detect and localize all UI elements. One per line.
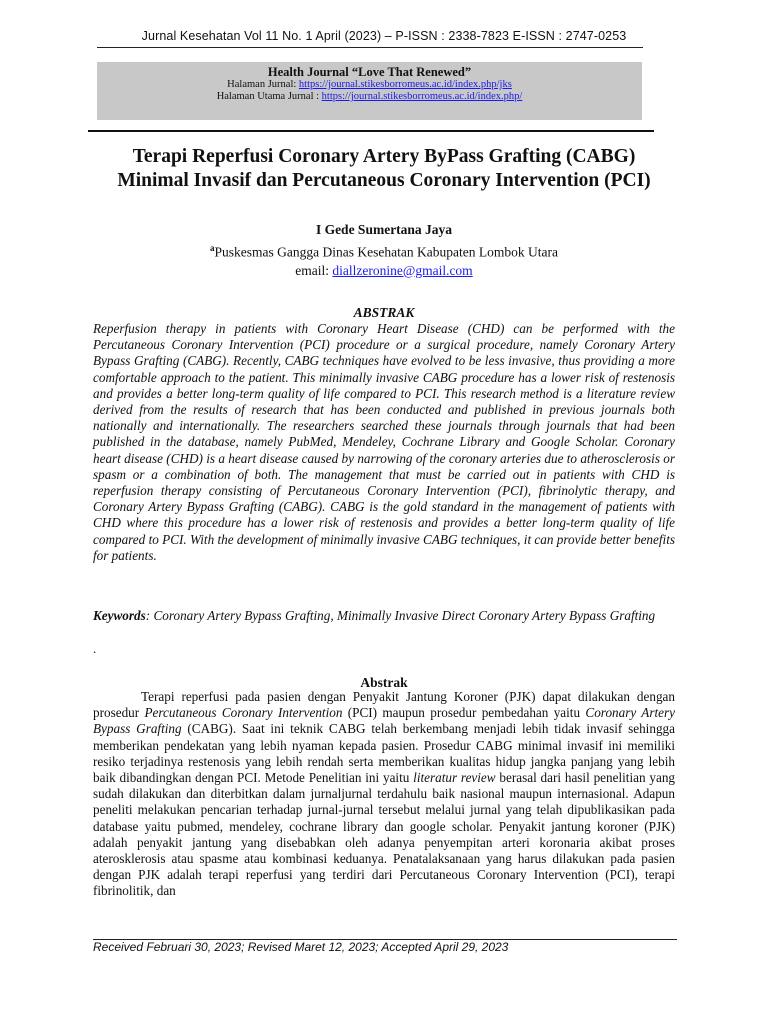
email-link[interactable]: diallzeronine@gmail.com bbox=[332, 262, 473, 278]
affiliation-text: Puskesmas Gangga Dinas Kesehatan Kabupaten Lombok Utara bbox=[214, 244, 558, 260]
affiliation bbox=[0, 239, 768, 262]
abstract-en-text: Reperfusion therapy in patients with Coronary Heart Disease (CHD) can be performed with the Percutaneous Coronary Intervention (PCI) procedure or a surgical procedure, namely Coronary Artery Bypass Grafting (CABG). Recently, CABG techniques have evolved to be less invasive, thus providing a more comfortable approach to the patient. This minimally invasive CABG procedure has a lower risk of restenosis and provides a better long-term quality of life compared to PCI. This research method is a literature review derived from the results of research that has been conducted and published in previous journals both nationally and internationally. The researchers searched these journals through journals that had been published in the database, namely PubMed, Mendeley, Cochrane Library and Google Scholar. Coronary heart disease (CHD) is a heart disease caused by narrowing of the coronary arteries due to atherosclerosis or spasm or a combination of both. The management that must be carried out in patients with CHD is reperfusion therapy consisting of Percutaneous Coronary Intervention (PCI), fibrinolytic therapy, and Coronary Artery Bypass Grafting (CABG). CABG is the gold standard in the management of patients with CHD where this procedure has a lower risk of restenosis and provides a better long-term quality of life compared to PCI. With the development of minimally invasive CABG techniques, it can provide better benefits for patients. bbox=[93, 321, 675, 563]
journal-page-label: Halaman Jurnal: bbox=[227, 79, 299, 90]
email-line bbox=[0, 262, 768, 280]
journal-home-label: Halaman Utama Jurnal : bbox=[216, 91, 322, 102]
email-label: email: bbox=[295, 262, 333, 278]
keywords-label: Keywords bbox=[93, 608, 146, 623]
journal-home-line bbox=[97, 91, 642, 103]
title-line-1: Terapi Reperfusi Coronary Artery ByPass Grafting (CABG) bbox=[132, 146, 636, 167]
journal-page-link[interactable]: https://journal.stikesborromeus.ac.id/index.php/jks bbox=[298, 79, 512, 90]
journal-name: Health Journal “Love That Renewed” bbox=[267, 65, 472, 79]
title-rule bbox=[88, 130, 654, 132]
header-rule bbox=[97, 47, 643, 48]
received-dates: Received Februari 30, 2023; Revised Maret 12, 2023; Accepted April 29, 2023 bbox=[93, 940, 509, 954]
keywords-text: : Coronary Artery Bypass Grafting, Minimally Invasive Direct Coronary Artery Bypass Grafting bbox=[145, 608, 656, 623]
author-block bbox=[0, 221, 768, 280]
abstract-id-heading: Abstrak bbox=[360, 675, 408, 690]
abstract-id-part-4: berasal dari hasil penelitian yang sudah dilakukan dan diterbitkan dalam jurnaljurnal terdahulu baik nasional maupun internasional. Adapun peneliti melakukan pencarian terhadap jurnal-jurnal tersebut melalui jurnal yang telah dipublikasikan pada database yaitu pubmed, mendeley, cochrane library dan google scholar. Penyakit jantung koroner (PJK) adalah penyakit jantung yang disebabkan oleh adanya penyempitan arteri koronaria akibat proses aterosklerosis atau spasme atau kombinasi keduanya. Penatalaksanaan yang harus dilakukan pada pasien dengan PJK adalah terapi reperfusi yang terdiri dari Percutaneous Coronary Intervention (PCI), terapi fibrinolitik, dan bbox=[93, 770, 676, 899]
abstract-id-text bbox=[93, 689, 675, 900]
journal-info-box bbox=[97, 62, 642, 120]
abstract-id-italic-3: literatur review bbox=[413, 770, 496, 786]
abstract-id-part-3: (CABG). Saat ini teknik CABG telah berkembang menjadi lebih tidak invasif sehingga memberikan pendekatan yang lebih nyaman kepada pasien. Prosedur CABG minimal invasif ini memiliki resiko terjadinya restenosis yang lebih rendah serta memberikan kualitas hidup jangka panjang yang lebih baik dibandingkan dengan PCI. Metode Penelitian ini yaitu bbox=[93, 721, 675, 786]
paper-title bbox=[60, 145, 708, 193]
running-head: Jurnal Kesehatan Vol 11 No. 1 April (2023) – P-ISSN : 2338-7823 E-ISSN : 2747-0253 bbox=[141, 29, 627, 43]
abstract-en-heading: ABSTRAK bbox=[353, 305, 415, 320]
keywords-trailing-dot: . bbox=[93, 641, 97, 656]
author-name: I Gede Sumertana Jaya bbox=[315, 222, 453, 237]
keywords bbox=[93, 607, 675, 624]
affiliation-marker: a bbox=[210, 243, 215, 253]
abstract-id-italic-2: Coronary Artery Bypass Grafting bbox=[93, 705, 675, 737]
journal-home-link[interactable]: https://journal.stikesborromeus.ac.id/index.php/ bbox=[321, 91, 523, 102]
abstract-id-part-2: (PCI) maupun prosedur pembedahan yaitu bbox=[342, 705, 586, 721]
abstract-id-part-1: Terapi reperfusi pada pasien dengan Penyakit Jantung Koroner (PJK) dapat dilakukan dengan prosedur bbox=[93, 689, 675, 721]
journal-page-line bbox=[97, 79, 642, 91]
title-line-2: Minimal Invasif dan Percutaneous Coronary Intervention (PCI) bbox=[117, 170, 651, 191]
abstract-id-italic-1: Percutaneous Coronary Intervention bbox=[144, 705, 343, 721]
